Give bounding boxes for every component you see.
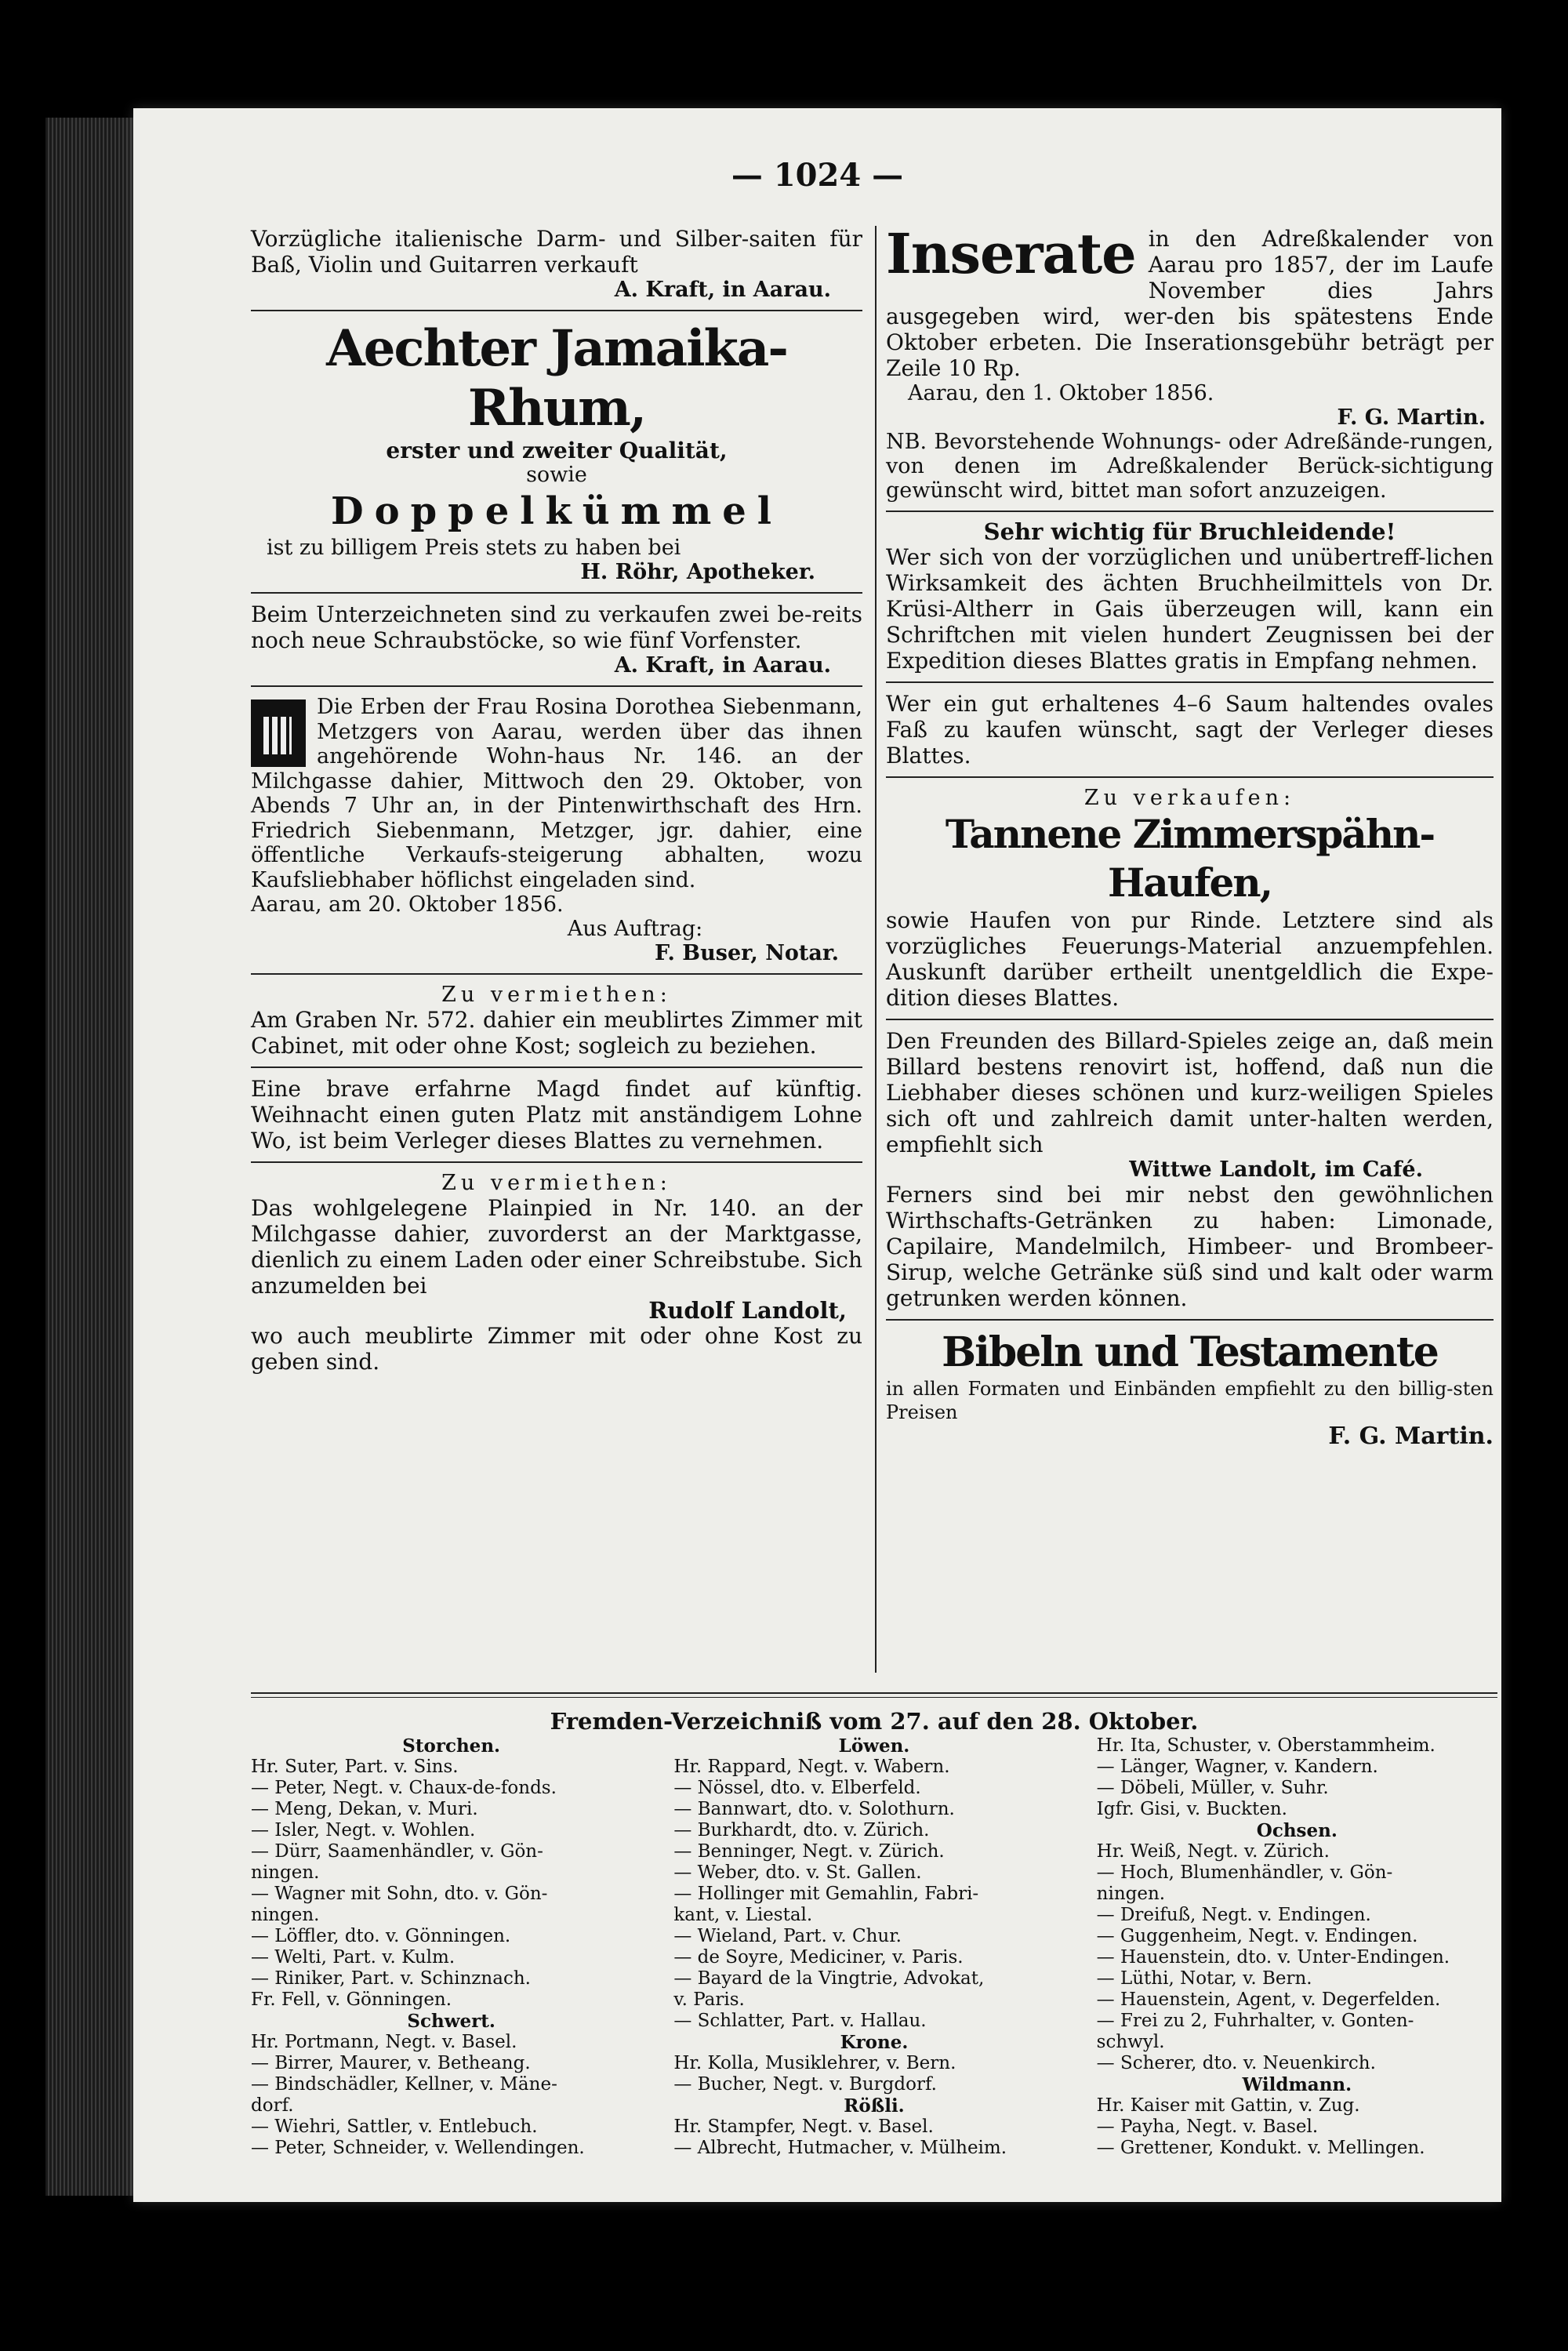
guest-entry: — Peter, Schneider, v. Wellendingen. — [251, 2138, 585, 2158]
bibeln-headline: Bibeln und Testamente — [942, 1328, 1438, 1376]
divider — [886, 681, 1494, 683]
rent1-ad — [251, 983, 862, 1059]
house-icon — [251, 699, 306, 767]
guest-entry: — Frei zu 2, Fuhrhalter, v. Gonten- — [1096, 2011, 1414, 2031]
house-ad-date: Aarau, am 20. Oktober 1856. — [251, 892, 564, 917]
guest-entry: — Peter, Negt. v. Chaux-de-fonds. — [251, 1778, 557, 1798]
guest-entry: — Birrer, Maurer, v. Betheang. — [251, 2053, 531, 2073]
guest-entry: v. Paris. — [673, 1989, 745, 2010]
right-column — [886, 221, 1494, 1452]
bruch-text: Wer sich von der vorzüglichen und unübertreff-lichen Wirksamkeit des ächten Bruchheilmittels von Dr. Krüsi-Altherr in Gais überzeugen will, kann ein Schriftchen mit vielen hundert Zeugnissen bei der Expedition dieses Blattes gratis in Empfang nehmen. — [886, 544, 1494, 674]
guest-entry: — Hollinger mit Gemahlin, Fabri- — [673, 1884, 979, 1904]
rhum-line1: erster und zweiter Qualität, — [386, 438, 728, 463]
vices-ad-text: Beim Unterzeichneten sind zu verkaufen zwei be-reits noch neue Schraubstöcke, so wie fünf Vorfenster. — [251, 601, 862, 653]
rhum-line2: sowie — [526, 463, 587, 487]
house-ad — [251, 695, 862, 965]
hotel-heading: Storchen. — [402, 1735, 501, 1757]
house-ad-text: Die Erben der Frau Rosina Dorothea Siebenmann, Metzgers von Aarau, werden über das ihnen angehörende Wohn-haus Nr. 146. an der Milchgasse dahier, Mittwoch den 29. Oktober, von Abends 7 Uhr an, in der Pintenwirthschaft des Hrn. Friedrich Siebenmann, Metzger, jgr. dahier, eine öffentliche Verkaufs-steigerung abhalten, wozu Kaufsliebhaber höflichst eingeladen sind. — [251, 695, 862, 892]
guest-entry: Hr. Rappard, Negt. v. Wabern. — [673, 1757, 950, 1777]
house-ad-signature: F. Buser, Notar. — [655, 941, 839, 965]
guest-entry: — Schlatter, Part. v. Hallau. — [673, 2011, 927, 2031]
strings-ad — [251, 226, 862, 302]
guest-entry: — Albrecht, Hutmacher, v. Mülheim. — [673, 2138, 1007, 2158]
guest-list-column-1 — [251, 1735, 652, 2159]
divider — [886, 776, 1494, 778]
guest-entry: — Hauenstein, Agent, v. Degerfelden. — [1096, 1989, 1441, 2010]
spaehn-headline: Tannene Zimmerspähn-Haufen, — [945, 811, 1435, 906]
guest-entry: — Welti, Part. v. Kulm. — [251, 1947, 456, 1968]
guest-entry: — Bayard de la Vingtrie, Advokat, — [673, 1968, 985, 1989]
guest-entry: ningen. — [251, 1862, 320, 1883]
inserate-body — [886, 221, 1494, 381]
spaehn-ad — [886, 786, 1494, 1011]
rent2-text: Das wohlgelegene Plainpied in Nr. 140. an der Milchgasse dahier, zuvorderst an der Marktgasse, dienlich zu einem Laden oder einer Schreibstube. Sich anzumelden bei — [251, 1195, 862, 1299]
divider — [251, 1066, 862, 1068]
guest-entry: ningen. — [251, 1905, 320, 1925]
divider — [251, 592, 862, 594]
inserate-text: in den Adreßkalender von Aarau pro 1857, der im Laufe November dies Jahrs ausgegeben wird, wer-den bis spätestens Ende Oktober erbeten. Die Inserationsgebühr beträgt per Zeile 10 Rp. — [886, 226, 1494, 381]
guest-entry: Hr. Stampfer, Negt. v. Basel. — [673, 2117, 934, 2137]
billard-text: Den Freunden des Billard-Spieles zeige an, daß mein Billard bestens renovirt ist, hoffend, daß nun die Liebhaber dieses schönen und kurz-weiligen Spieles sich oft und zahlreich damit unter-halten werden, empfiehlt sich — [886, 1028, 1494, 1157]
guest-entry: ningen. — [1096, 1884, 1166, 1904]
spaehn-heading: Zu verkaufen: — [1083, 786, 1296, 810]
guest-entry: Hr. Weiß, Negt. v. Zürich. — [1096, 1841, 1330, 1862]
bibeln-text: in allen Formaten und Einbänden empfiehlt zu den billig-sten Preisen — [886, 1378, 1494, 1423]
strings-ad-text: Vorzügliche italienische Darm- und Silber-saiten für Baß, Violin und Guitarren verkauft — [251, 226, 862, 278]
divider — [886, 511, 1494, 512]
guest-entry: — Bannwart, dto. v. Solothurn. — [673, 1799, 955, 1819]
guest-entry: Hr. Suter, Part. v. Sins. — [251, 1757, 459, 1777]
guest-entry: dorf. — [251, 2095, 294, 2116]
house-ad-by: Aus Auftrag: — [567, 917, 703, 941]
inserate-nb: NB. Bevorstehende Wohnungs- oder Adreßände-rungen, von denen im Adreßkalender Berück-sichtigung gewünscht wird, bittet man sofort anzuzeigen. — [886, 430, 1494, 503]
divider — [886, 1019, 1494, 1020]
column-divider — [875, 226, 877, 1673]
guest-list-rule — [251, 1692, 1497, 1698]
rhum-line3: ist zu billigem Preis stets zu haben bei — [267, 536, 681, 560]
guest-entry: — Grettener, Kondukt. v. Mellingen. — [1096, 2138, 1425, 2158]
guest-entry: — Hauenstein, dto. v. Unter-Endingen. — [1096, 1947, 1450, 1968]
guest-entry: — Wieland, Part. v. Chur. — [673, 1926, 902, 1946]
rent2-ad — [251, 1171, 862, 1375]
guest-entry: Igfr. Gisi, v. Buckten. — [1096, 1799, 1287, 1819]
hotel-heading: Löwen. — [838, 1735, 910, 1757]
hotel-heading: Schwert. — [407, 2011, 495, 2032]
rent2-heading: Zu vermiethen: — [441, 1171, 672, 1195]
guest-entry: — Meng, Dekan, v. Muri. — [251, 1799, 478, 1819]
guest-entry: — Dürr, Saamenhändler, v. Gön- — [251, 1841, 543, 1862]
guest-list-column-2 — [673, 1735, 1074, 2159]
divider — [251, 685, 862, 687]
guest-entry: — Bucher, Negt. v. Burgdorf. — [673, 2074, 937, 2095]
guest-entry: — Guggenheim, Negt. v. Endingen. — [1096, 1926, 1418, 1946]
hotel-heading: Rößli. — [844, 2095, 905, 2117]
rhum-product: Doppelkümmel — [330, 489, 783, 533]
guest-entry: — Länger, Wagner, v. Kandern. — [1096, 1757, 1378, 1777]
guest-entry: — Nössel, dto. v. Elberfeld. — [673, 1778, 921, 1798]
divider — [251, 1161, 862, 1163]
guest-list-columns — [251, 1735, 1497, 2159]
fass-text: Wer ein gut erhaltenes 4–6 Saum haltendes ovales Faß zu kaufen wünscht, sagt der Verleger dieses Blattes. — [886, 691, 1494, 769]
guest-entry: — Riniker, Part. v. Schinznach. — [251, 1968, 531, 1989]
guest-list-title: Fremden-Verzeichniß vom 27. auf den 28. Oktober. — [550, 1708, 1199, 1735]
bibeln-signature: F. G. Martin. — [1328, 1423, 1494, 1450]
guest-entry: — Weber, dto. v. St. Gallen. — [673, 1862, 922, 1883]
guest-entry: — Scherer, dto. v. Neuenkirch. — [1096, 2053, 1376, 2073]
guest-entry: kant, v. Liestal. — [673, 1905, 813, 1925]
guest-entry: schwyl. — [1096, 2032, 1165, 2052]
newspaper-page — [133, 108, 1501, 2202]
rent2-signature: Rudolf Landolt, — [648, 1297, 847, 1324]
rent2-text2: wo auch meublirte Zimmer mit oder ohne Kost zu geben sind. — [251, 1323, 862, 1375]
hotel-heading: Krone. — [840, 2032, 909, 2053]
guest-entry: — Hoch, Blumenhändler, v. Gön- — [1096, 1862, 1393, 1883]
divider — [251, 310, 862, 311]
inserate-date: Aarau, den 1. Oktober 1856. — [908, 381, 1214, 405]
rent1-heading: Zu vermiethen: — [441, 983, 672, 1007]
left-column — [251, 226, 862, 1378]
guest-entry: — Bindschädler, Kellner, v. Mäne- — [251, 2074, 557, 2095]
guest-list — [251, 1683, 1497, 2159]
guest-entry: — Wiehri, Sattler, v. Entlebuch. — [251, 2117, 538, 2137]
guest-list-column-3 — [1097, 1735, 1497, 2159]
bibeln-ad — [886, 1328, 1494, 1448]
maid-ad — [251, 1076, 862, 1154]
vices-ad-signature: A. Kraft, in Aarau. — [614, 653, 831, 678]
rhum-signature: H. Röhr, Apotheker. — [580, 560, 815, 584]
guest-entry: — Isler, Negt. v. Wohlen. — [251, 1820, 476, 1840]
inserate-headline: Inserate — [886, 221, 1136, 286]
guest-entry: — de Soyre, Mediciner, v. Paris. — [673, 1947, 964, 1968]
spaehn-text: sowie Haufen von pur Rinde. Letztere sind als vorzügliches Feuerungs-Material anzuempfehlen. Auskunft darüber ertheilt unentgeldlich die Expe-dition dieses Blattes. — [886, 907, 1494, 1011]
strings-ad-signature: A. Kraft, in Aarau. — [614, 278, 831, 302]
inserate-ad — [886, 221, 1494, 503]
divider — [886, 1319, 1494, 1321]
guest-entry: — Lüthi, Notar, v. Bern. — [1096, 1968, 1312, 1989]
billard-signature: Wittwe Landolt, im Café. — [1129, 1157, 1423, 1182]
inserate-signature: F. G. Martin. — [1337, 405, 1486, 430]
guest-entry: — Payha, Negt. v. Basel. — [1096, 2117, 1319, 2137]
bruch-heading: Sehr wichtig für Bruchleidende! — [983, 518, 1396, 545]
guest-entry: — Dreifuß, Negt. v. Endingen. — [1096, 1905, 1371, 1925]
fass-ad — [886, 691, 1494, 769]
guest-entry: Hr. Kolla, Musiklehrer, v. Bern. — [673, 2053, 956, 2073]
guest-entry: — Wagner mit Sohn, dto. v. Gön- — [251, 1884, 548, 1904]
divider — [251, 973, 862, 975]
rhum-headline: Aechter Jamaika-Rhum, — [326, 319, 787, 438]
vices-ad — [251, 601, 862, 678]
guest-entry: — Benninger, Negt. v. Zürich. — [673, 1841, 945, 1862]
rhum-ad — [251, 319, 862, 584]
guest-entry: — Burkhardt, dto. v. Zürich. — [673, 1820, 930, 1840]
guest-entry: Fr. Fell, v. Gönningen. — [251, 1989, 452, 2010]
guest-entry: Hr. Portmann, Negt. v. Basel. — [251, 2032, 517, 2052]
billard-text2: Ferners sind bei mir nebst den gewöhnlichen Wirthschafts-Getränken zu haben: Limonade, Capilaire, Mandelmilch, Himbeer- und Brombeer-Sirup, welche Getränke süß sind und kalt oder warm getrunken werden können. — [886, 1182, 1494, 1311]
bruch-ad — [886, 520, 1494, 674]
guest-entry: — Döbeli, Müller, v. Suhr. — [1096, 1778, 1329, 1798]
hotel-heading: Ochsen. — [1256, 1820, 1338, 1841]
guest-entry: Hr. Kaiser mit Gattin, v. Zug. — [1096, 2095, 1360, 2116]
billard-ad — [886, 1028, 1494, 1311]
maid-text: Eine brave erfahrne Magd findet auf künftig. Weihnacht einen guten Platz mit anständigem Lohne Wo, ist beim Verleger dieses Blattes zu vernehmen. — [251, 1076, 862, 1154]
page-number: — 1024 — — [731, 157, 904, 194]
guest-entry: Hr. Ita, Schuster, v. Oberstammheim. — [1096, 1735, 1436, 1756]
guest-entry: — Löffler, dto. v. Gönningen. — [251, 1926, 511, 1946]
rent1-text: Am Graben Nr. 572. dahier ein meublirtes Zimmer mit Cabinet, mit oder ohne Kost; sogleich zu beziehen. — [251, 1007, 862, 1059]
hotel-heading: Wildmann. — [1242, 2074, 1352, 2095]
